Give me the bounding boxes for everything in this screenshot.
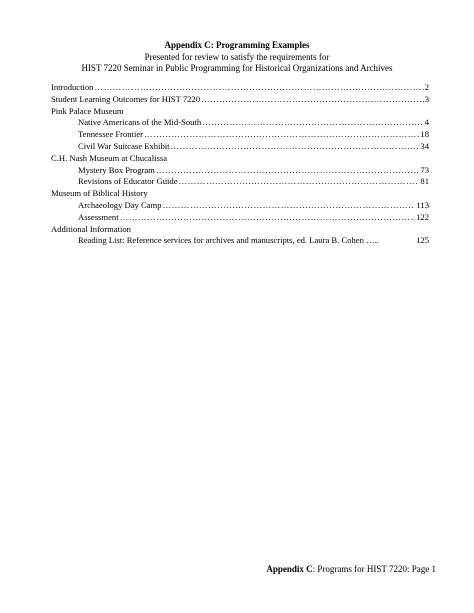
toc-dot-leader [144, 129, 419, 141]
toc-entry-label: Reading List: Reference services for archives and manuscripts, ed. Laura B. Cohen ….. [78, 235, 379, 246]
toc-entry-label: Additional Information [51, 223, 131, 234]
toc-section-heading [51, 224, 429, 236]
toc-entry-label: Revisions of Educator Guide [78, 176, 178, 187]
toc-dot-leader [201, 94, 424, 106]
toc-entry-label: C.H. Nash Museum at Chucalissa [51, 152, 168, 163]
title-bold: Appendix C: Programming Examples [164, 40, 310, 50]
toc-page-number: 81 [420, 176, 429, 187]
toc-entry-label: Archaeology Day Camp [78, 199, 162, 210]
toc-page-number: 34 [420, 140, 429, 151]
toc-entry-label: Museum of Biblical History [51, 188, 148, 199]
toc-page-number: 18 [420, 129, 429, 140]
toc-page-number: 4 [424, 117, 429, 128]
toc-entry-label: Assessment [78, 211, 119, 222]
toc-entry-label: Introduction [51, 82, 94, 92]
toc-page-number: 113 [416, 199, 429, 210]
table-of-contents [51, 82, 429, 247]
toc-page-number: 73 [420, 164, 429, 175]
toc-page-number: 3 [424, 93, 429, 104]
toc-entry [51, 165, 429, 177]
toc-dot-leader [202, 117, 424, 129]
subtitle-line-1: Presented for review to satisfy the requirements for [144, 51, 330, 62]
toc-entry-label: Civil War Suitcase Exhibit [78, 140, 170, 151]
toc-page-number: 2 [424, 82, 429, 92]
toc-entry-label: Student Learning Outcomes for HIST 7220 [51, 93, 201, 104]
footer-bold: Appendix C [266, 564, 313, 574]
toc-entry [51, 94, 429, 106]
document-header [0, 40, 474, 75]
toc-dot-leader [156, 165, 420, 177]
toc-entry-label: Mystery Box Program [78, 164, 155, 175]
toc-entry [51, 82, 429, 94]
toc-dot-leader [163, 200, 416, 212]
toc-dot-leader [120, 212, 416, 224]
footer-text: : Programs for HIST 7220: Page 1 [312, 564, 436, 574]
toc-entry [51, 129, 429, 141]
toc-entry [51, 212, 429, 224]
toc-section-heading [51, 153, 429, 165]
page-footer [266, 563, 436, 575]
toc-entry-label: Tennessee Frontier [78, 129, 144, 140]
toc-dot-leader [171, 141, 420, 153]
toc-entry [51, 200, 429, 212]
toc-entry-label: Pink Palace Museum [51, 105, 124, 116]
toc-dot-leader [179, 176, 420, 188]
toc-section-heading [51, 188, 429, 200]
document-title [0, 40, 474, 52]
toc-dot-leader [94, 82, 423, 94]
toc-entry-label: Native Americans of the Mid-South [78, 117, 202, 128]
toc-entry [51, 235, 429, 247]
toc-page-number: 125 [416, 235, 429, 246]
toc-section-heading [51, 106, 429, 118]
toc-entry [51, 141, 429, 153]
toc-entry [51, 176, 429, 188]
toc-page-number: 122 [416, 211, 429, 222]
toc-entry [51, 117, 429, 129]
subtitle-line-2: HIST 7220 Seminar in Public Programming for Historical Organizations and Archives [81, 63, 393, 73]
